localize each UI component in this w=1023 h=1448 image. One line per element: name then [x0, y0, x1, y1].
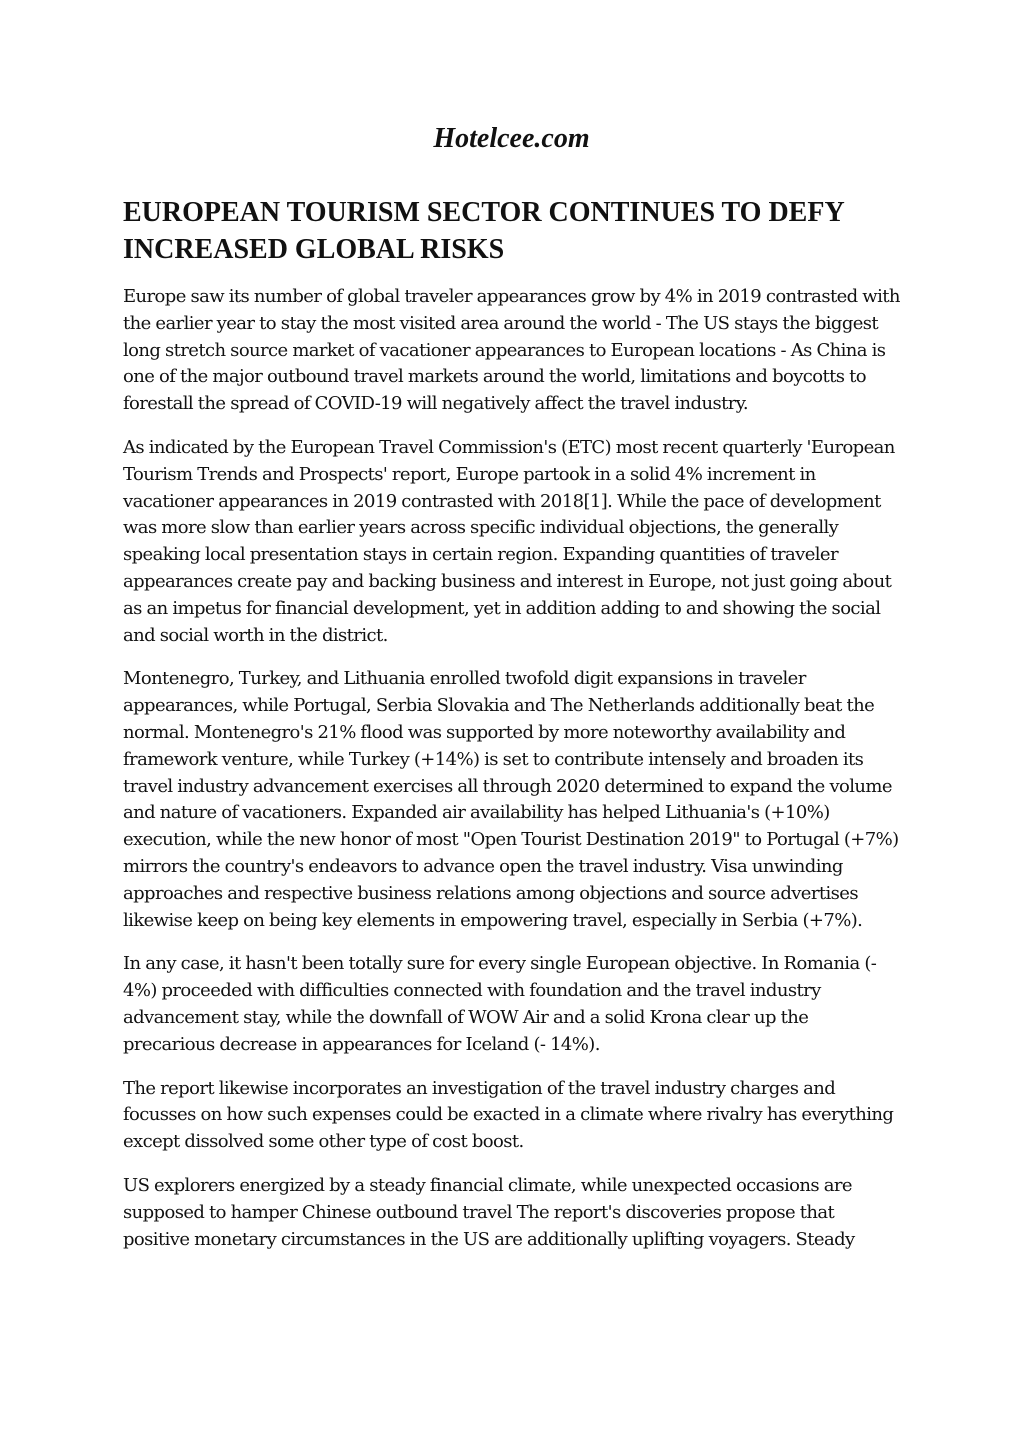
paragraph: The report likewise incorporates an investigation of the travel industry charges and focusses on how such expenses could be exacted in a climate where rivalry has everything except dissolved some other type of cost boost.: [123, 1077, 894, 1153]
site-title: Hotelcee.com: [433, 123, 590, 154]
paragraph: US explorers energized by a steady financial climate, while unexpected occasions are supposed to hamper Chinese outbound travel The report's discoveries propose that positive monetary circumstances in the US are additionally uplifting voyagers. Steady: [123, 1174, 855, 1250]
article-body: [123, 284, 903, 1270]
article-headline: EUROPEAN TOURISM SECTOR CONTINUES TO DEFY INCREASED GLOBAL RISKS: [123, 197, 844, 265]
paragraph: Europe saw its number of global traveler appearances grow by 4% in 2019 contrasted with the earlier year to stay the most visited area around the world - The US stays the biggest long stretch source market of vacationer appearances to European locations - As China is one of the major outbound travel markets around the world, limitations and boycotts to forestall the spread of COVID-19 will negatively affect the travel industry.: [123, 286, 900, 415]
paragraph: Montenegro, Turkey, and Lithuania enrolled twofold digit expansions in traveler appearances, while Portugal, Serbia Slovakia and The Netherlands additionally beat the normal. Montenegro's 21% flood was supported by more noteworthy availability and framework venture, while Turkey (+14%) is set to contribute intensely and broaden its travel industry advancement exercises all through 2020 determined to expand the volume and nature of vacationers. Expanded air availability has helped Lithuania's (+10%) execution, while the new honor of most "Open Tourist Destination 2019" to Portugal (+7%) mirrors the country's endeavors to advance open the travel industry. Visa unwinding approaches and respective business relations among objections and source advertises likewise keep on being key elements in empowering travel, especially in Serbia (+7%).: [123, 668, 899, 931]
paragraph: As indicated by the European Travel Commission's (ETC) most recent quarterly 'European Tourism Trends and Prospects' report, Europe partook in a solid 4% increment in vacationer appearances in 2019 contrasted with 2018[1]. While the pace of development was more slow than earlier years across specific individual objections, the generally speaking local presentation stays in certain region. Expanding quantities of traveler appearances create pay and backing business and interest in Europe, not just going about as an impetus for financial development, yet in addition adding to and showing the social and social worth in the district.: [123, 436, 895, 646]
paragraph: In any case, it hasn't been totally sure for every single European objective. In Romania (- 4%) proceeded with difficulties connected with foundation and the travel industry advancement stay, while the downfall of WOW Air and a solid Krona clear up the precarious decrease in appearances for Iceland (- 14%).: [123, 953, 877, 1055]
